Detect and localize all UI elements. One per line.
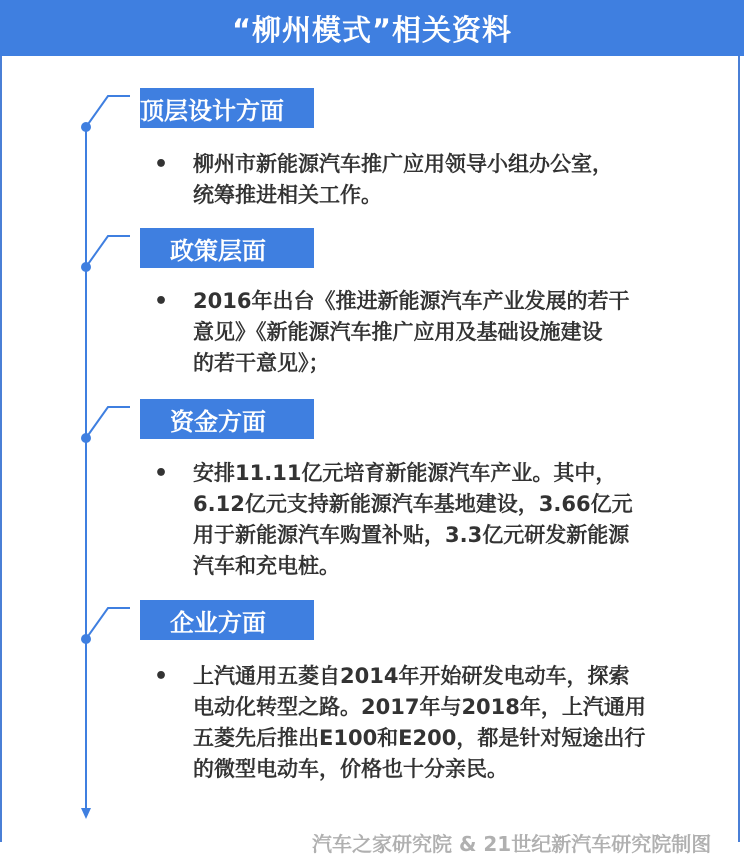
bullet-icon: • [154, 664, 169, 689]
timeline-arrow-icon [81, 808, 91, 819]
section-body-text: 柳州市新能源汽车推广应用领导小组办公室， 统筹推进相关工作。 [193, 152, 613, 207]
section-heading-label: 企业方面 [170, 608, 266, 637]
section-heading-top-level-design [140, 88, 314, 128]
section-heading-enterprise [140, 600, 314, 640]
source-caption: 汽车之家研究院 & 21世纪新汽车研究院制图 [312, 832, 712, 856]
page-title: “柳州模式”相关资料 [231, 12, 513, 47]
section-heading-policy [140, 228, 314, 268]
section-body-text: 安排11.11亿元培育新能源汽车产业。其中， 6.12亿元支持新能源汽车基地建设，3.66亿元 用于新能源汽车购置补贴，3.3亿元研发新能源 汽车和充电桩。 [193, 461, 633, 578]
timeline-node-1 [81, 96, 130, 132]
timeline-node-3 [81, 407, 130, 443]
section-heading-funding [140, 399, 314, 439]
section-heading-label: 政策层面 [170, 236, 266, 265]
timeline-node-2 [81, 236, 130, 272]
section-heading-label: 资金方面 [170, 407, 266, 436]
bullet-icon: • [154, 152, 169, 177]
section-body-text: 上汽通用五菱自2014年开始研发电动车，探索 电动化转型之路。2017年与2018年，上汽通用 五菱先后推出E100和E200，都是针对短途出行 的微型电动车，价格也十分亲民。 [193, 664, 646, 781]
section-heading-label: 顶层设计方面 [140, 96, 284, 125]
bullet-icon: • [154, 461, 169, 486]
bullet-icon: • [154, 289, 169, 314]
timeline-node-4 [81, 608, 130, 644]
section-body-text: 2016年出台《推进新能源汽车产业发展的若干 意见》《新能源汽车推广应用及基础设施建设 的若干意见》； [193, 289, 630, 375]
